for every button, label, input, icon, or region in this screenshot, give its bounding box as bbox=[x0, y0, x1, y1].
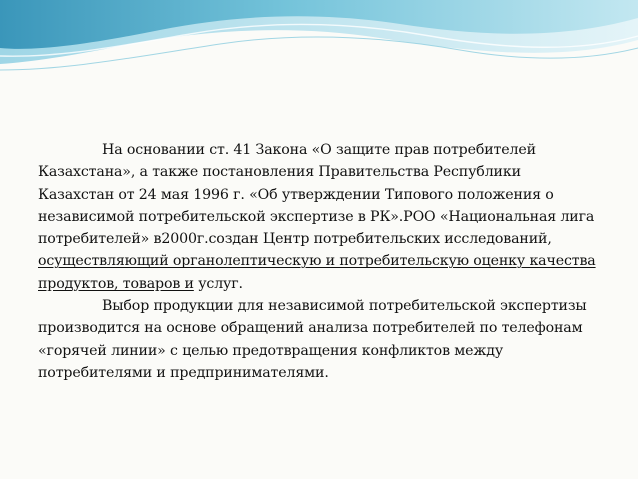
text-content bbox=[38, 139, 598, 384]
wave-header-decoration bbox=[0, 0, 638, 90]
paragraph-2: Выбор продукции для независимой потребительской экспертизы производится на основе обращений анализа потребителей по телефонам «горячей линии» с целью предотвращения конфликтов между потребителями и предпринимателями. bbox=[38, 298, 587, 381]
paragraph-1-text: На основании ст. 41 Закона «О защите прав потребителей Казахстана», а также постановления Правительства Республики Казахстан от 24 мая 1996 г. «Об утверждении Типового положения о независимой потребительской экспертизе в РК».РОО «Национальная лига потребителей» в2000г.создан Центр потребительских исследований, bbox=[38, 142, 595, 248]
underlined-link-text[interactable]: осуществляющий органолептическую и потребительскую оценку качества продуктов, товаров и bbox=[38, 253, 596, 292]
paragraph-1 bbox=[38, 139, 598, 295]
paragraph-1-end: услуг. bbox=[193, 275, 243, 292]
